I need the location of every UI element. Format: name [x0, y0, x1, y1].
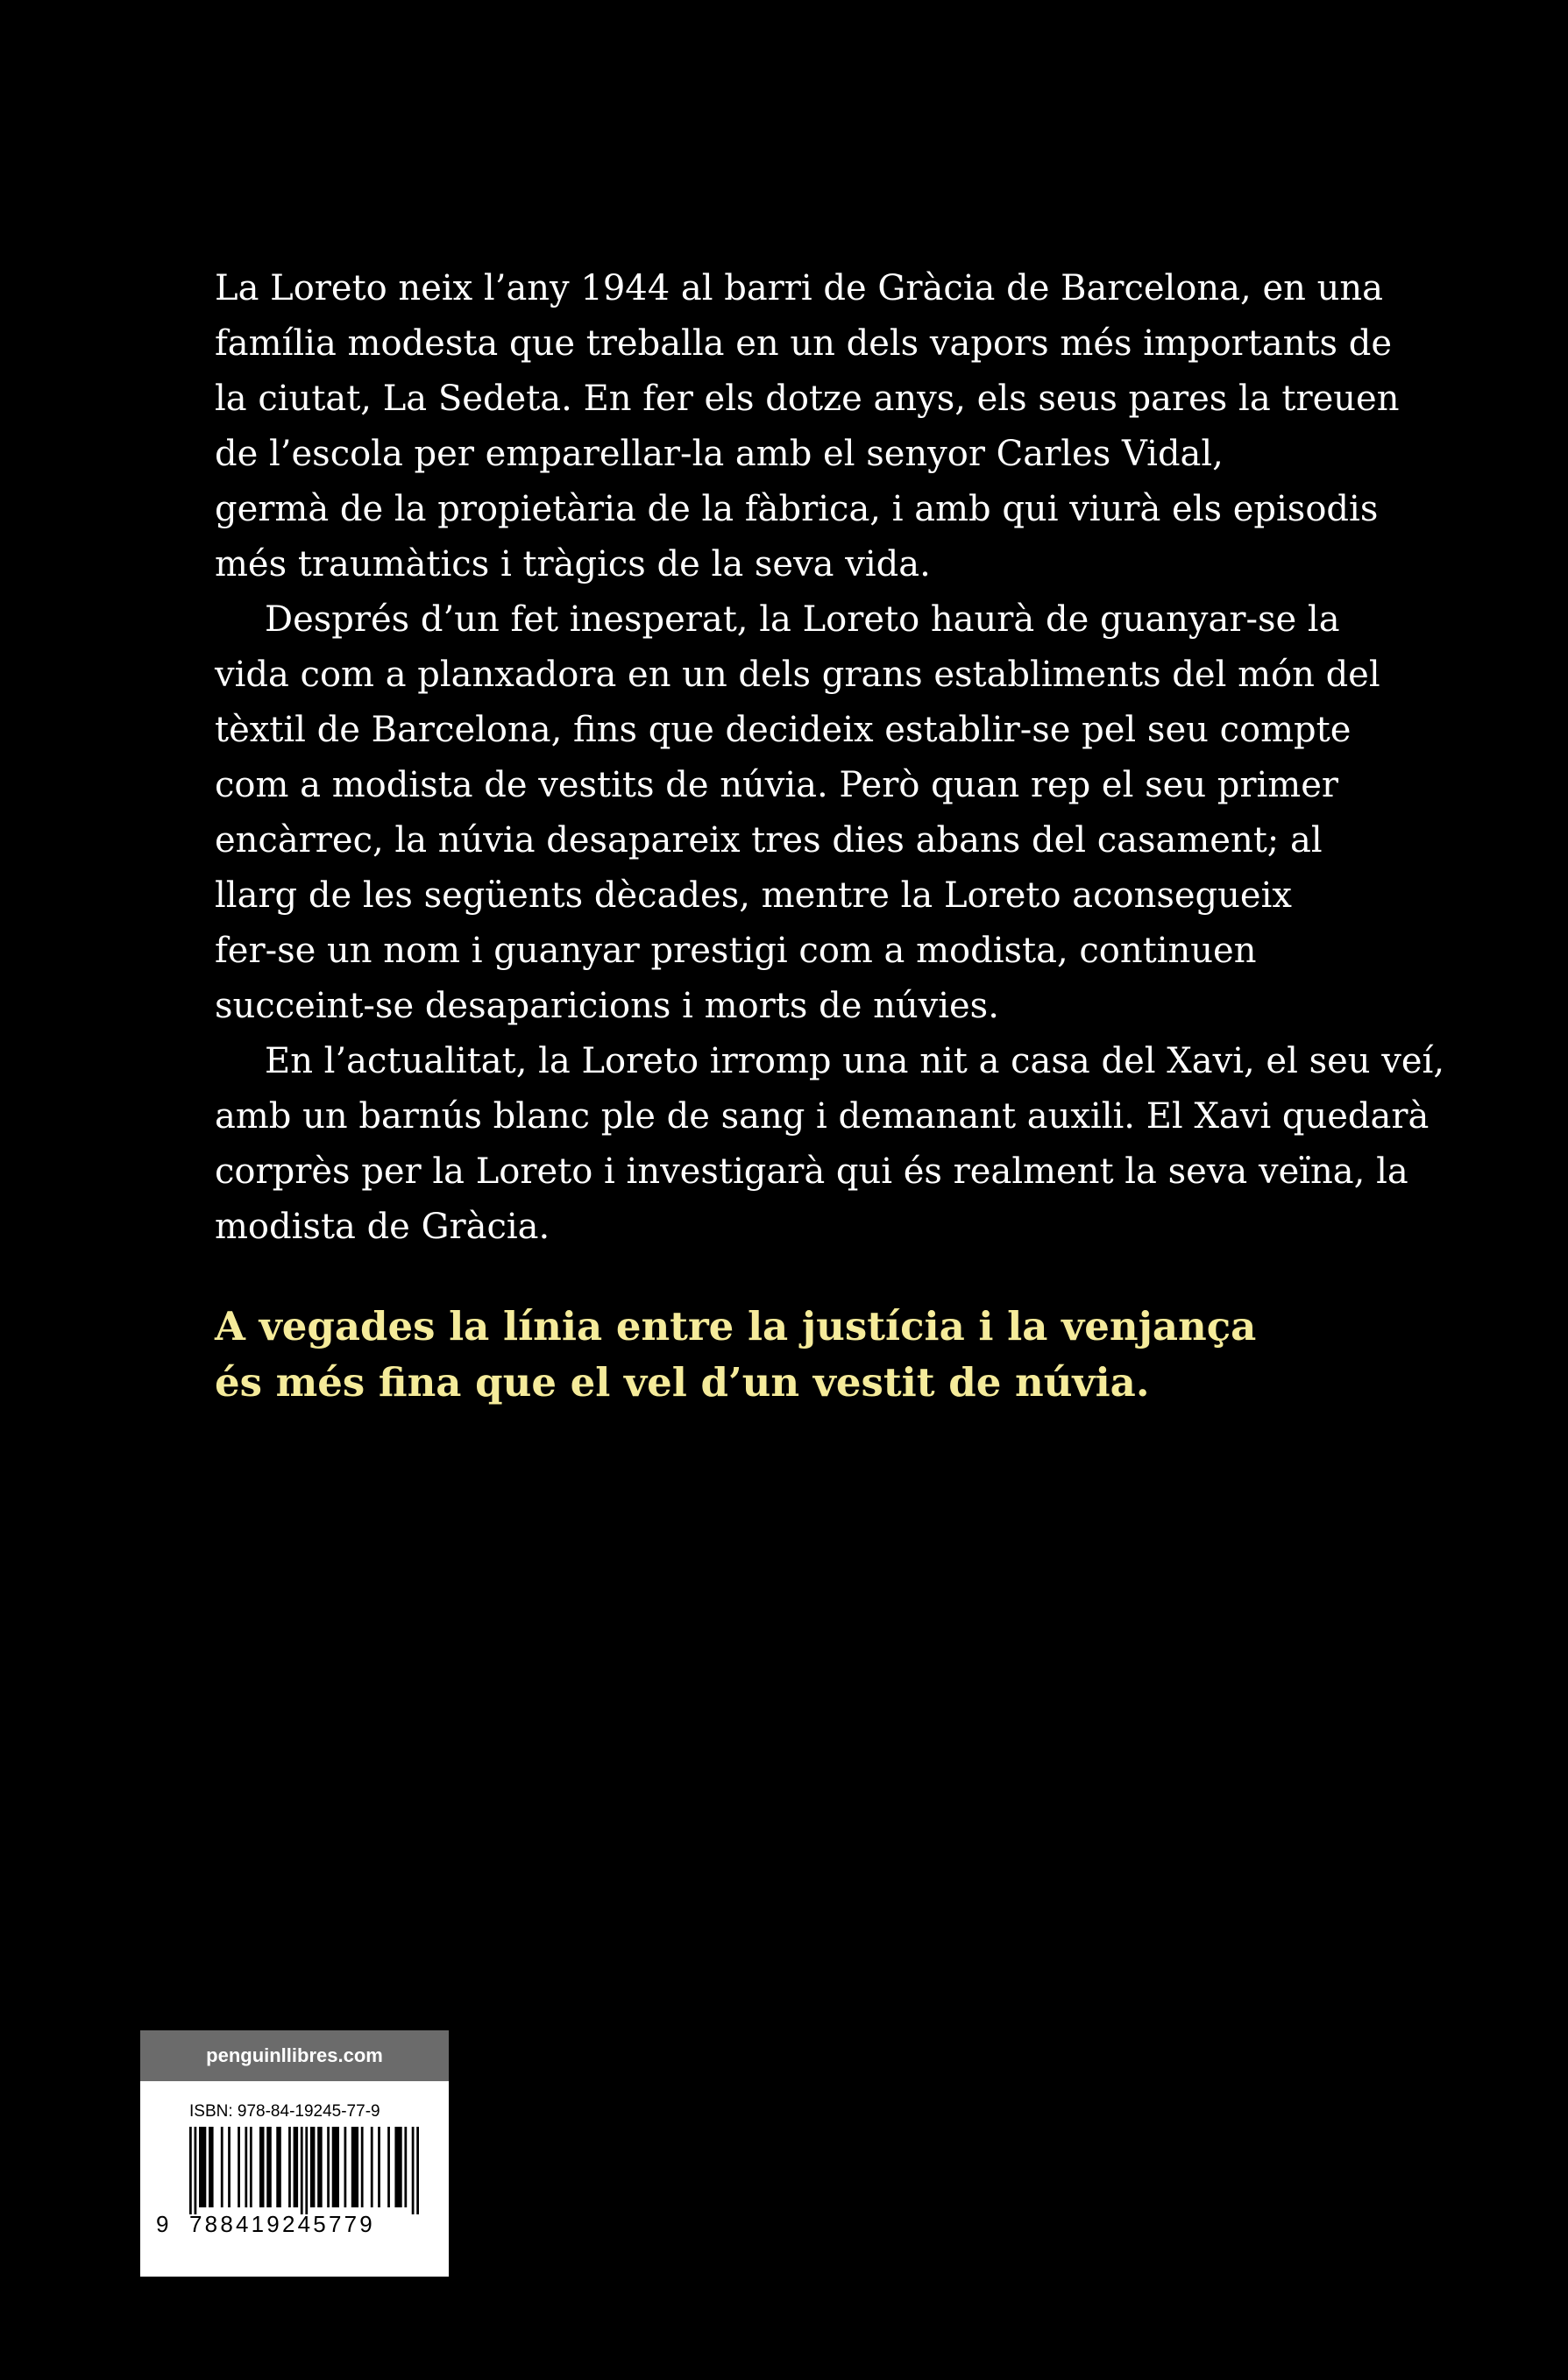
barcode-bar	[310, 2127, 316, 2207]
isbn-label: ISBN: 978-84-19245-77-9	[189, 2102, 380, 2121]
synopsis-line: més traumàtics i tràgics de la seva vida.	[215, 544, 931, 584]
synopsis-line: modista de Gràcia.	[215, 1207, 550, 1247]
barcode-bar	[276, 2127, 281, 2207]
tagline-line: A vegades la línia entre la justícia i la venjança	[215, 1303, 1257, 1349]
synopsis-paragraph-3	[215, 1034, 1445, 1255]
barcode-bar	[301, 2127, 303, 2214]
barcode-bar	[209, 2127, 214, 2207]
barcode-bar	[378, 2127, 380, 2207]
barcode-bar	[327, 2127, 330, 2207]
synopsis-text	[215, 261, 1445, 1255]
barcode-bar	[266, 2127, 272, 2207]
synopsis-line: fer-se un nom i guanyar prestigi com a modista, continuen	[215, 931, 1257, 971]
barcode-bar	[221, 2127, 223, 2207]
barcode-panel	[140, 2030, 449, 2277]
barcode-bar	[250, 2127, 252, 2207]
barcode-bar	[238, 2127, 240, 2207]
barcode-bar	[195, 2127, 197, 2214]
synopsis-line: tèxtil de Barcelona, fins que decideix establir-se pel seu compte	[215, 710, 1352, 750]
barcode-bar	[351, 2127, 358, 2207]
barcode-bar	[404, 2127, 407, 2207]
barcode-digits: 788419245779	[189, 2211, 375, 2237]
barcode-bars	[189, 2127, 419, 2214]
barcode-bar	[412, 2127, 415, 2214]
barcode-bar	[245, 2127, 247, 2207]
barcode-bar	[416, 2127, 419, 2214]
barcode-bar	[259, 2127, 265, 2207]
synopsis-line: corprès per la Loreto i investigarà qui és realment la seva veïna, la	[215, 1151, 1408, 1192]
tagline	[215, 1299, 1372, 1411]
barcode-bar	[228, 2127, 231, 2207]
publisher-website: penguinllibres.com	[140, 2030, 449, 2081]
synopsis-line: amb un barnús blanc ple de sang i demanant auxili. El Xavi quedarà	[215, 1096, 1430, 1137]
synopsis-line: la ciutat, La Sedeta. En fer els dotze anys, els seus pares la treuen	[215, 379, 1400, 419]
tagline-line: és més fina que el vel d’un vestit de núvia.	[215, 1359, 1150, 1406]
barcode-bar	[288, 2127, 291, 2207]
barcode-bar	[371, 2127, 373, 2207]
barcode-bar	[344, 2127, 347, 2207]
synopsis-line: vida com a planxadora en un dels grans establiments del món del	[215, 655, 1380, 695]
barcode-first-digit: 9	[156, 2211, 169, 2237]
barcode-bar	[189, 2127, 192, 2214]
synopsis-line: com a modista de vestits de núvia. Però quan rep el seu primer	[215, 765, 1339, 805]
barcode-bar	[394, 2127, 401, 2207]
synopsis-line: de l’escola per emparellar-la amb el senyor Carles Vidal,	[215, 434, 1224, 474]
barcode-bar	[317, 2127, 323, 2207]
synopsis-paragraph-1	[215, 261, 1400, 592]
synopsis-line: En l’actualitat, la Loreto irromp una nit a casa del Xavi, el seu veí,	[265, 1041, 1445, 1081]
barcode-bar	[199, 2127, 206, 2207]
barcode-bar	[387, 2127, 390, 2207]
synopsis-line: Després d’un fet inesperat, la Loreto haurà de guanyar-se la	[265, 599, 1340, 640]
synopsis-line: succeint-se desaparicions i morts de núvies.	[215, 986, 999, 1026]
barcode-bar	[361, 2127, 364, 2207]
synopsis-line: encàrrec, la núvia desapareix tres dies abans del casament; al	[215, 820, 1323, 861]
synopsis-line: La Loreto neix l’any 1944 al barri de Gràcia de Barcelona, en una	[215, 268, 1383, 308]
synopsis-line: família modesta que treballa en un dels vapors més importants de	[215, 323, 1393, 364]
barcode-bar	[294, 2127, 299, 2207]
barcode-bar	[305, 2127, 308, 2214]
synopsis-paragraph-2	[215, 592, 1380, 1034]
synopsis-line: llarg de les següents dècades, mentre la Loreto aconsegueix	[215, 875, 1292, 916]
barcode-bar	[332, 2127, 339, 2207]
synopsis-line: germà de la propietària de la fàbrica, i amb qui viurà els episodis	[215, 489, 1379, 529]
